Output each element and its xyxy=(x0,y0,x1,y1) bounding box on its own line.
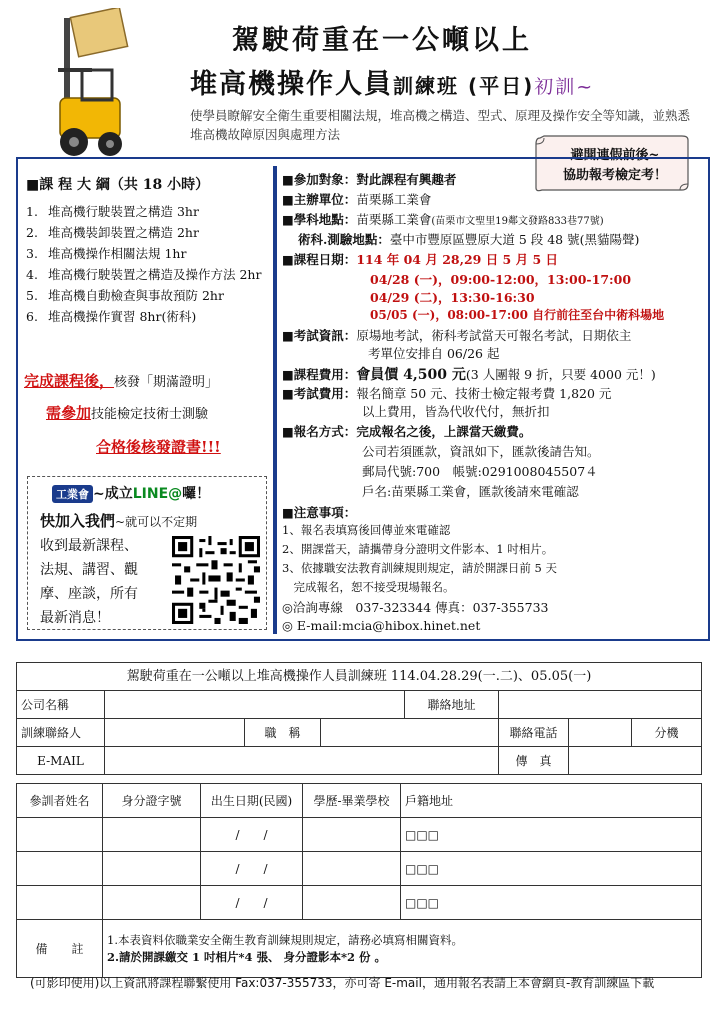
addr-cell[interactable]: □□□ xyxy=(401,886,702,920)
qr-code-icon[interactable] xyxy=(172,536,260,624)
birth-cell[interactable]: / / xyxy=(201,852,303,886)
school-cell[interactable] xyxy=(303,818,401,852)
date-label: ■課程日期： xyxy=(282,252,357,267)
join-main: 快加入我們 xyxy=(40,512,116,530)
fax-label: 傳 真 xyxy=(499,747,569,775)
addr-cell[interactable]: □□□ xyxy=(401,818,702,852)
practice-value: 臺中市豐原區豐原大道 5 段 48 號(黑貓陽聲) xyxy=(389,232,640,247)
outline-list xyxy=(26,203,272,329)
job-title-label: 職 稱 xyxy=(245,719,321,747)
completion-text: 核發「期滿證明」 xyxy=(114,375,219,390)
note-line: 3、依據職安法教育訓練規則規定，請於開課日前 5 天 xyxy=(282,561,557,575)
list-item xyxy=(26,224,272,242)
signup-value: 完成報名之後，上課當天繳費。 xyxy=(356,424,532,439)
page-title-line1: 駕駛荷重在一公噸以上 xyxy=(232,25,532,56)
col-header: 戶籍地址 xyxy=(401,784,702,818)
school-cell[interactable] xyxy=(303,852,401,886)
col-header: 出生日期(民國) xyxy=(201,784,303,818)
id-cell[interactable] xyxy=(103,818,201,852)
heading-text: ~成立 xyxy=(93,486,133,502)
name-cell[interactable] xyxy=(17,886,103,920)
item-num: 5. xyxy=(26,288,38,303)
col-header: 學歷-畢業學校 xyxy=(303,784,401,818)
requirement-highlight: 需參加 xyxy=(46,404,92,422)
birth-cell[interactable]: / / xyxy=(201,818,303,852)
job-title-field[interactable] xyxy=(321,719,499,747)
title-sub: 訓練班 (平日) xyxy=(393,74,535,98)
completion-highlight: 完成課程後， xyxy=(24,372,115,390)
venue-label: ■學科地點： xyxy=(282,212,357,227)
item-text: 堆高機操作相關法規 1hr xyxy=(48,246,187,261)
benefit-line: 法規、講習、觀 xyxy=(40,562,138,578)
fee-row xyxy=(282,364,656,384)
date-value: 114 年 04 月 28,29 日 5 月 5 日 xyxy=(356,252,559,267)
name-cell[interactable] xyxy=(17,818,103,852)
banner-line2: 協助報考檢定考！ xyxy=(562,168,667,183)
target-row xyxy=(282,170,456,188)
item-num: 3. xyxy=(26,246,38,261)
venue-address: (苗栗市文聖里19鄰文發路833巷77號) xyxy=(431,216,604,227)
exam-info-row xyxy=(282,326,631,344)
address-field[interactable] xyxy=(499,691,702,719)
exam-label: ■考試資訊： xyxy=(282,328,357,343)
item-text: 堆高機操作實習 8hr(術科) xyxy=(48,309,197,324)
completion-note xyxy=(24,370,218,391)
benefit-line: 收到最新課程、 xyxy=(40,538,138,554)
item-num: 6. xyxy=(26,309,38,324)
target-label: ■參加對象： xyxy=(282,172,357,187)
school-cell[interactable] xyxy=(303,886,401,920)
table-row xyxy=(17,818,702,852)
contact-label: 訓練聯絡人 xyxy=(17,719,105,747)
note-line: 1、報名表填寫後回傳並來電確認 xyxy=(282,523,451,537)
venue-row xyxy=(282,210,604,228)
name-cell[interactable] xyxy=(17,852,103,886)
exam-fee-note: 以上費用，皆為代收代付，無折扣 xyxy=(362,404,550,419)
table-row xyxy=(17,886,702,920)
notes-label: ■注意事項： xyxy=(282,505,357,520)
item-num: 1. xyxy=(26,204,38,219)
col-header: 參訓者姓名 xyxy=(17,784,103,818)
banner-line1: 避開連假前後~ xyxy=(570,148,660,163)
id-cell[interactable] xyxy=(103,852,201,886)
exam-value-line2: 考單位安排自 06/26 起 xyxy=(368,346,500,361)
birth-cell[interactable]: / / xyxy=(201,886,303,920)
note-line: 2、開課當天，請攜帶身分證明文件影本、1 吋相片。 xyxy=(282,542,554,556)
item-text: 堆高機裝卸裝置之構造 2hr xyxy=(48,225,199,240)
email-field[interactable] xyxy=(105,747,499,775)
item-num: 2. xyxy=(26,225,38,240)
remark-line: 1.本表資料依職業安全衛生教育訓練規則規定，請務必填寫相關資料。 xyxy=(107,932,463,947)
signup-label: ■報名方式： xyxy=(282,424,357,439)
company-label: 公司名稱 xyxy=(17,691,105,719)
note-line: 完成報名，恕不接受現場報名。 xyxy=(282,580,455,594)
id-cell[interactable] xyxy=(103,886,201,920)
signup-line: 郵局代號:700 帳號:0291008045507４ xyxy=(362,464,598,479)
organizer-label: ■主辦單位： xyxy=(282,192,357,207)
benefit-line: 摩、座談，所有 xyxy=(40,586,138,602)
outline-title: ■課 程 大 綱（共 18 小時） xyxy=(26,177,210,193)
registration-info-table xyxy=(16,690,702,775)
list-item xyxy=(26,266,272,284)
date-line: 05/05 (一)，08:00-17:00 自行前往至台中術科場地 xyxy=(370,308,665,322)
page-title-line2 xyxy=(190,62,594,101)
contact-field[interactable] xyxy=(105,719,245,747)
organizer-row xyxy=(282,190,431,208)
remark-line: 2.請於開課繳交 1 吋相片*4 張、 身分證影本*2 份 。 xyxy=(107,949,387,964)
exam-fee-row xyxy=(282,384,611,402)
item-text: 堆高機行駛裝置之構造及操作方法 2hr xyxy=(48,267,262,282)
fax-field[interactable] xyxy=(569,747,702,775)
title-main: 堆高機操作人員 xyxy=(190,69,393,100)
signup-line: 公司若須匯款，資訊如下，匯款後請告知。 xyxy=(362,444,600,459)
benefit-line: 最新消息！ xyxy=(40,610,110,626)
signup-line: 戶名:苗栗縣工業會，匯款後請來電確認 xyxy=(362,484,579,499)
line-logo-text: LINE@ xyxy=(132,486,183,502)
list-item xyxy=(26,308,272,326)
item-num: 4. xyxy=(26,267,38,282)
list-item xyxy=(26,203,272,221)
date-line: 04/29 (二)，13:30-16:30 xyxy=(370,290,535,305)
practice-row xyxy=(298,230,639,248)
date-line: 04/28 (一)，09:00-12:00，13:00-17:00 xyxy=(370,272,632,287)
column-divider xyxy=(273,166,277,634)
venue-value: 苗栗縣工業會 xyxy=(356,212,432,227)
fee-label: ■課程費用： xyxy=(282,367,357,382)
join-text xyxy=(40,510,197,531)
join-benefits xyxy=(40,534,138,630)
date-row xyxy=(282,250,558,268)
item-text: 堆高機自動檢查與事故預防 2hr xyxy=(48,288,224,303)
heading-end: 囉！ xyxy=(182,486,211,502)
practice-label: 術科.測驗地點： xyxy=(298,232,390,247)
fee-note: (3 人團報 9 折，只要 4000 元！) xyxy=(465,367,656,382)
exam-fee-value: 報名簡章 50 元、技術士檢定報考費 1,820 元 xyxy=(356,386,612,401)
company-field[interactable] xyxy=(105,691,405,719)
signup-row xyxy=(282,422,531,440)
table-row xyxy=(17,852,702,886)
contact-phone: ◎洽詢專線 037-323344 傳真：037-355733 xyxy=(282,600,549,615)
association-badge: 工業會 xyxy=(52,485,93,503)
phone-field[interactable] xyxy=(569,719,632,747)
join-small: ~就可以不定期 xyxy=(115,515,198,529)
course-purpose: 使學員瞭解安全衛生重要相關法規，堆高機之構造、型式、原理及操作安全等知識，並熟悉堆高機故障原因與處理方法 xyxy=(190,108,691,142)
addr-cell[interactable]: □□□ xyxy=(401,852,702,886)
email-label: E-MAIL xyxy=(17,747,105,775)
exam-fee-label: ■考試費用： xyxy=(282,386,357,401)
forklift-illustration xyxy=(30,8,130,168)
target-value: 對此課程有興趣者 xyxy=(356,172,457,187)
footer-note: (可影印使用)以上資訊將課程聯繫使用 Fax:037-355733，亦可寄 E-mail，通用報名表請上本會網頁-教育訓練區下載 xyxy=(30,976,655,990)
exam-value: 原場地考試，術科考試當天可報名考試，日期依主 xyxy=(356,328,632,343)
organizer-value: 苗栗縣工業會 xyxy=(356,192,432,207)
line-promo-heading xyxy=(52,483,210,503)
remark-label: 備 註 xyxy=(17,920,103,978)
list-item xyxy=(26,245,272,263)
participants-table xyxy=(16,783,702,978)
item-text: 堆高機行駛裝置之構造 3hr xyxy=(48,204,199,219)
list-item xyxy=(26,287,272,305)
remark-cell xyxy=(103,920,702,978)
title-badge: 初訓~ xyxy=(534,76,595,98)
address-label: 聯絡地址 xyxy=(405,691,499,719)
phone-label: 聯絡電話 xyxy=(499,719,569,747)
exam-requirement xyxy=(46,402,208,423)
form-title: 駕駛荷重在一公噸以上堆高機操作人員訓練班 114.04.28.29(一.二)、05.05(一) xyxy=(16,662,702,690)
certificate-note: 合格後核發證書!!! xyxy=(96,438,221,456)
ext-label: 分機 xyxy=(632,719,702,747)
requirement-text: 技能檢定技術士測驗 xyxy=(91,407,209,422)
fee-value: 會員價 4,500 元 xyxy=(356,367,466,383)
contact-email[interactable]: ◎ E-mail:mcia@hibox.hinet.net xyxy=(282,618,481,633)
col-header: 身分證字號 xyxy=(103,784,201,818)
